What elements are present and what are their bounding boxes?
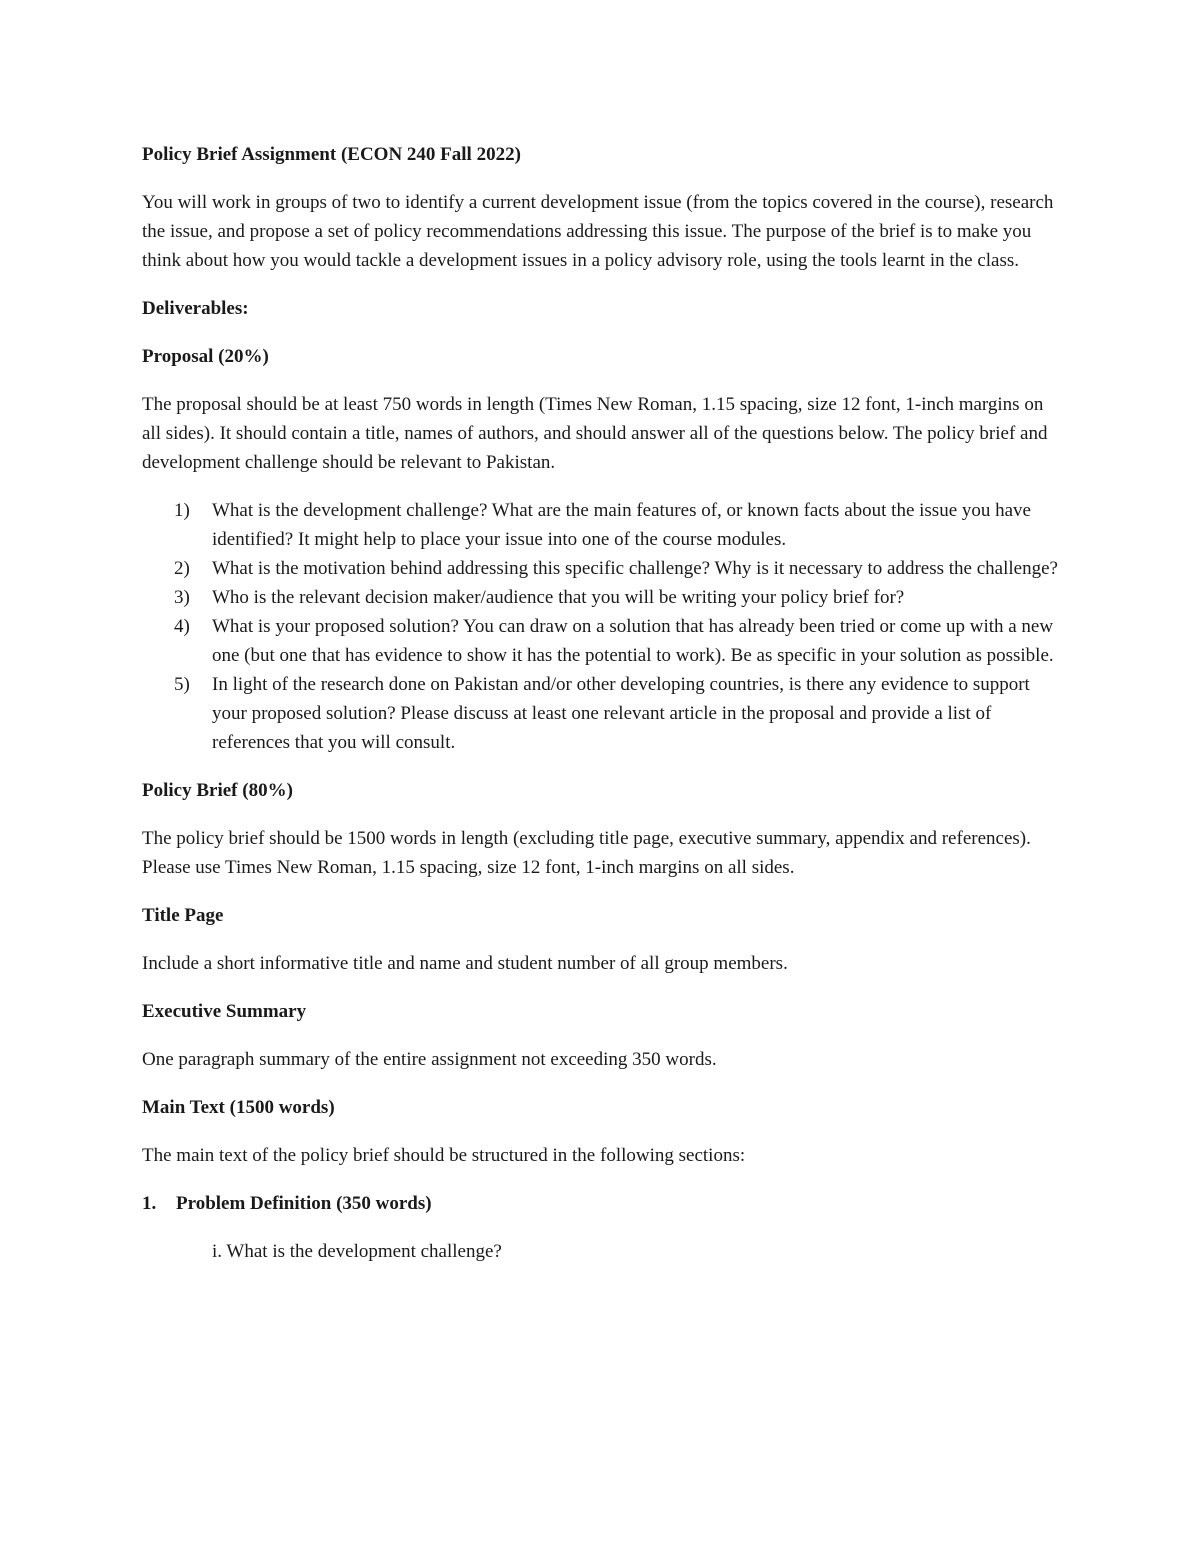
deliverables-heading: Deliverables: xyxy=(142,298,249,319)
document-title: Policy Brief Assignment (ECON 240 Fall 2022) xyxy=(142,144,521,165)
list-item xyxy=(142,612,1060,670)
document-page xyxy=(142,140,1060,1285)
list-item xyxy=(142,496,1060,554)
main-text-heading: Main Text (1500 words) xyxy=(142,1097,335,1118)
list-item-text: Who is the relevant decision maker/audience that you will be writing your policy brief for? xyxy=(212,587,905,608)
section-1-heading xyxy=(142,1189,1060,1218)
list-item-text: In light of the research done on Pakistan and/or other developing countries, is there any evidence to support your proposed solution? Please discuss at least one relevant article in the proposal and provide a list of references that you will consult. xyxy=(212,674,1030,753)
policy-brief-paragraph: The policy brief should be 1500 words in length (excluding title page, executive summary, appendix and references). Please use Times New Roman, 1.15 spacing, size 12 font, 1-inch margins on all sides. xyxy=(142,828,1031,878)
section-1-sub-item: i. What is the development challenge? xyxy=(212,1241,502,1262)
proposal-paragraph: The proposal should be at least 750 words in length (Times New Roman, 1.15 spacing, size 12 font, 1-inch margins on all sides). It should contain a title, names of authors, and should answer all of the questions below. The policy brief and development challenge should be relevant to Pakistan. xyxy=(142,394,1048,473)
title-page-heading: Title Page xyxy=(142,905,224,926)
list-item xyxy=(142,583,1060,612)
policy-brief-heading: Policy Brief (80%) xyxy=(142,780,293,801)
executive-summary-heading: Executive Summary xyxy=(142,1001,307,1022)
list-item-text: What is your proposed solution? You can draw on a solution that has already been tried or come up with a new one (but one that has evidence to show it has the potential to work). Be as specific in your solution as possible. xyxy=(212,616,1054,666)
list-item-number: 5) xyxy=(174,674,190,695)
proposal-heading: Proposal (20%) xyxy=(142,346,269,367)
executive-summary-paragraph: One paragraph summary of the entire assignment not exceeding 350 words. xyxy=(142,1049,717,1070)
list-item-number: 1) xyxy=(174,500,190,521)
list-item-number: 4) xyxy=(174,616,190,637)
section-1-number: 1. xyxy=(142,1193,157,1214)
list-item xyxy=(142,554,1060,583)
intro-paragraph: You will work in groups of two to identify a current development issue (from the topics covered in the course), research the issue, and propose a set of policy recommendations addressing this issue. The purpose of the brief is to make you think about how you would tackle a development issues in a policy advisory role, using the tools learnt in the class. xyxy=(142,192,1054,271)
proposal-questions-list xyxy=(142,496,1060,757)
main-text-paragraph: The main text of the policy brief should be structured in the following sections: xyxy=(142,1145,746,1166)
section-1-title: Problem Definition (350 words) xyxy=(176,1193,432,1214)
list-item-text: What is the development challenge? What are the main features of, or known facts about the issue you have identified? It might help to place your issue into one of the course modules. xyxy=(212,500,1031,550)
list-item xyxy=(142,670,1060,757)
list-item-text: What is the motivation behind addressing this specific challenge? Why is it necessary to address the challenge? xyxy=(212,558,1058,579)
list-item-number: 2) xyxy=(174,558,190,579)
list-item-number: 3) xyxy=(174,587,190,608)
title-page-paragraph: Include a short informative title and name and student number of all group members. xyxy=(142,953,788,974)
